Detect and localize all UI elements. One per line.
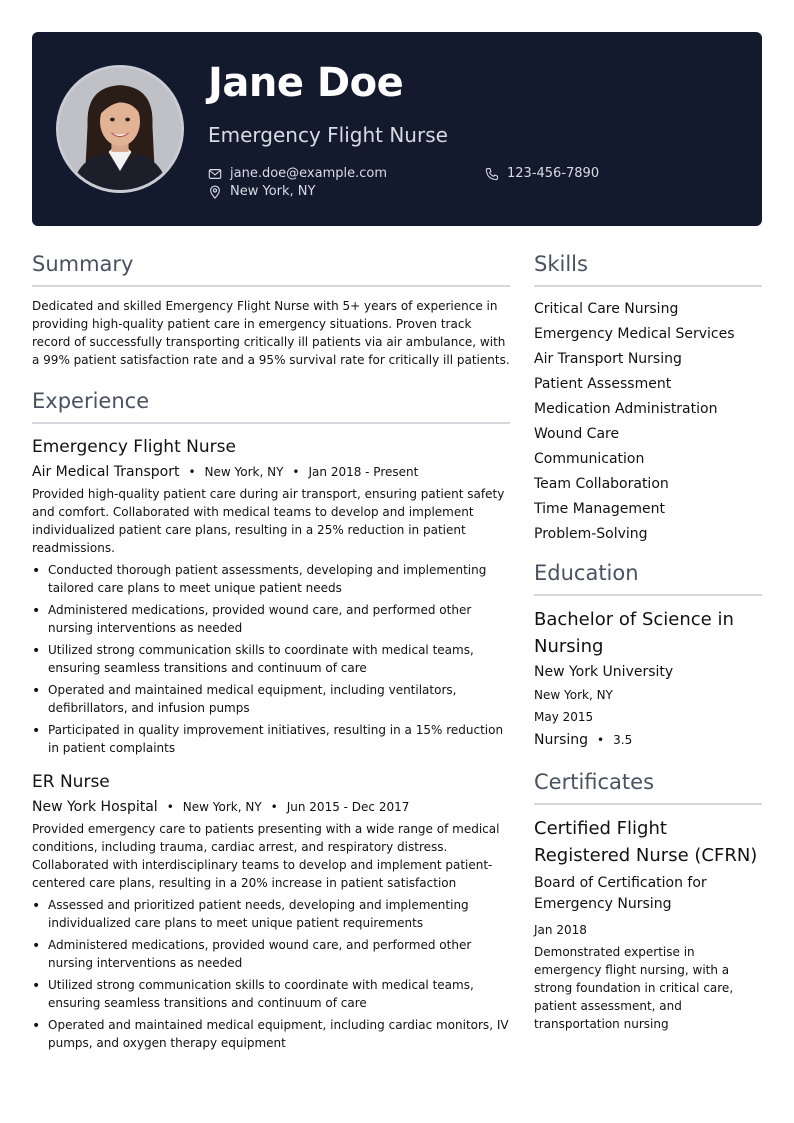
certificate-issuer: Board of Certification for Emergency Nursing [534, 875, 707, 912]
job-title: Emergency Flight Nurse [32, 437, 236, 457]
skill-item: Time Management [534, 501, 665, 517]
job-bullet: • Administered medications, provided wound care, and performed other nursing interventions as needed [32, 936, 510, 972]
education-field-row [534, 732, 762, 748]
job-entry [32, 771, 510, 1052]
skill-item: Communication [534, 451, 645, 467]
job-company: New York Hospital [32, 799, 158, 815]
phone-text: 123-456-7890 [507, 166, 600, 181]
education-gpa: 3.5 [613, 733, 633, 747]
education-heading: Education [534, 561, 762, 596]
contact-phone[interactable] [485, 166, 599, 181]
education-school: New York University [534, 664, 674, 680]
separator-dot: • [188, 465, 196, 479]
certificate-description: Demonstrated expertise in emergency flight nursing, with a strong foundation in critical care, patient assessment, and transportation nursing [534, 945, 734, 1031]
candidate-name: Jane Doe [208, 60, 404, 106]
location-text: New York, NY [230, 184, 316, 199]
education-date: May 2015 [534, 710, 594, 724]
education-degree: Bachelor of Science in Nursing [534, 609, 734, 657]
job-title: ER Nurse [32, 772, 110, 792]
skill-item: Emergency Medical Services [534, 326, 735, 342]
education-location: New York, NY [534, 688, 613, 702]
summary-text: Dedicated and skilled Emergency Flight Nurse with 5+ years of experience in providing high-quality patient care in emergency situations. Proven track record of successfully transporting critically ill patients via air ambulance, with a 99% patient satisfaction rate and a 95% survival rate for critically ill patients. [32, 299, 510, 367]
contact-email[interactable] [208, 166, 387, 181]
job-bullet: • Utilized strong communication skills to coordinate with medical teams, ensuring seamless transitions and continuum of care [32, 641, 510, 677]
job-meta [32, 464, 510, 480]
skill-item: Team Collaboration [534, 476, 669, 492]
job-meta [32, 799, 510, 815]
job-description: Provided emergency care to patients presenting with a wide range of medical conditions, including trauma, cardiac arrest, and respiratory distress. Collaborated with interdisciplinary teams to develop and implement patient-centered care plans, resulting in a 20% increase in patient satisfaction [32, 822, 500, 890]
job-bullet: • Administered medications, provided wound care, and performed other nursing interventions as needed [32, 601, 510, 637]
skill-item: Patient Assessment [534, 376, 672, 392]
job-dates: Jan 2018 - Present [308, 465, 419, 479]
skill-item: Wound Care [534, 426, 620, 442]
certificate-date: Jan 2018 [534, 923, 587, 937]
job-bullet: • Operated and maintained medical equipment, including cardiac monitors, IV pumps, and oxygen therapy equipment [32, 1016, 510, 1052]
job-bullets [32, 896, 510, 1052]
separator-dot: • [166, 800, 174, 814]
job-entry [32, 436, 510, 757]
phone-icon [485, 167, 499, 181]
summary-heading: Summary [32, 252, 510, 287]
skills-list [534, 297, 762, 547]
skill-item: Air Transport Nursing [534, 351, 682, 367]
mail-icon [208, 167, 222, 181]
separator-dot: • [597, 733, 605, 747]
job-bullets [32, 561, 510, 757]
location-pin-icon [208, 185, 222, 199]
job-location: New York, NY [204, 465, 284, 479]
job-bullet: • Utilized strong communication skills to coordinate with medical teams, ensuring seamless transitions and continuum of care [32, 976, 510, 1012]
job-dates: Jun 2015 - Dec 2017 [286, 800, 410, 814]
email-text: jane.doe@example.com [230, 166, 388, 181]
contact-location [208, 184, 315, 199]
side-column [534, 252, 762, 1033]
certificates-heading: Certificates [534, 770, 762, 805]
resume-header [32, 32, 762, 226]
skills-heading: Skills [534, 252, 762, 287]
job-bullet: • Participated in quality improvement initiatives, resulting in a 15% reduction in patient complaints [32, 721, 510, 757]
experience-heading: Experience [32, 389, 510, 424]
separator-dot: • [292, 465, 300, 479]
job-bullet: • Assessed and prioritized patient needs, developing and implementing individualized care plans to meet unique patient requirements [32, 896, 510, 932]
education-field: Nursing [534, 732, 589, 748]
job-location: New York, NY [182, 800, 262, 814]
profile-photo [56, 65, 184, 193]
skill-item: Medication Administration [534, 401, 718, 417]
skill-item: Critical Care Nursing [534, 301, 679, 317]
main-column [32, 252, 510, 1056]
separator-dot: • [270, 800, 278, 814]
job-title-headline: Emergency Flight Nurse [208, 123, 448, 147]
profile-photo-illustration [59, 68, 181, 190]
skill-item: Problem-Solving [534, 526, 648, 542]
job-bullet: • Conducted thorough patient assessments, developing and implementing tailored care plans to meet unique patient needs [32, 561, 510, 597]
job-description: Provided high-quality patient care during air transport, ensuring patient safety and comfort. Collaborated with medical teams to develop and implement individualized patient care plans, resulting in a 25% reduction in patient readmissions. [32, 487, 505, 555]
job-company: Air Medical Transport [32, 464, 180, 480]
certificate-name: Certified Flight Registered Nurse (CFRN) [534, 818, 758, 866]
job-bullet: • Operated and maintained medical equipment, including ventilators, defibrillators, and infusion pumps [32, 681, 510, 717]
